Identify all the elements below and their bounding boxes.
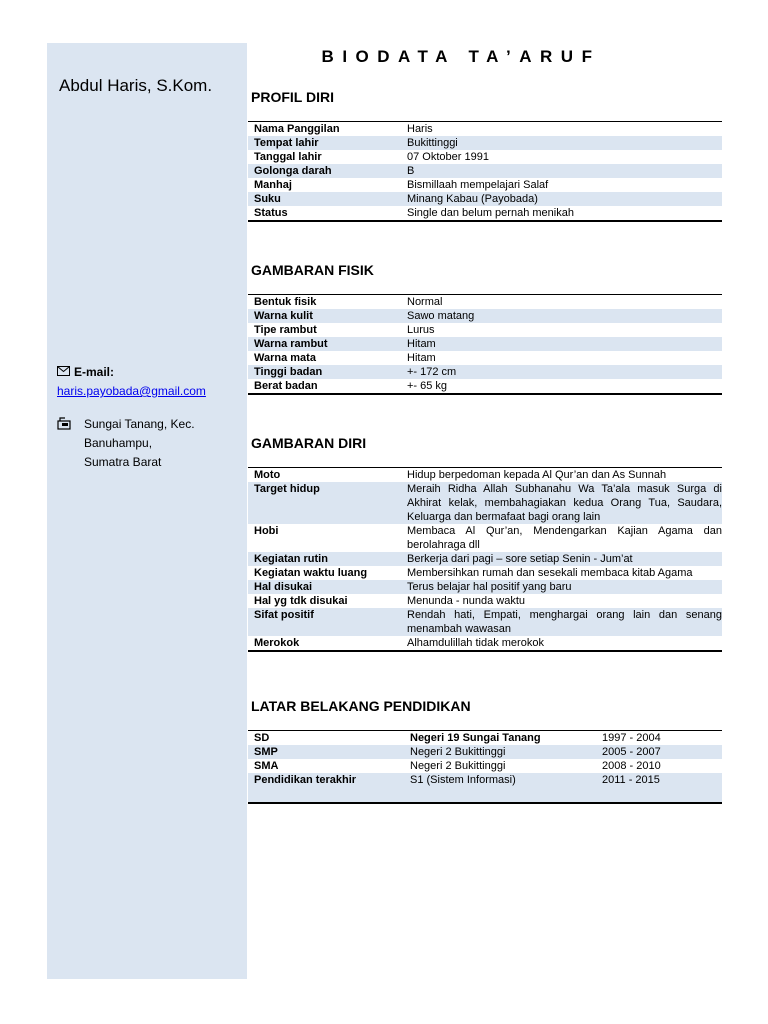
table-row: Tinggi badan +- 172 cm <box>248 365 722 379</box>
table-row: Merokok Alhamdulillah tidak merokok <box>254 637 544 649</box>
address-line: Sumatra Barat <box>84 455 162 469</box>
person-name: Abdul Haris, S.Kom. <box>59 76 213 95</box>
address-line: Banuhampu, <box>84 436 153 450</box>
email-label: E-mail: <box>57 365 114 379</box>
table-row: SMP Negeri 2 Bukittinggi 2005 - 2007 <box>248 745 722 759</box>
table-row: Tempat lahir Bukittinggi <box>248 136 722 150</box>
section-heading-fisik: GAMBARAN FISIK <box>251 262 374 278</box>
table-row: Tanggal lahir 07 Oktober 1991 <box>254 151 489 163</box>
mailbox-icon <box>57 417 73 433</box>
table-row: Moto Hidup berpedoman kepada Al Qur’an dan As Sunnah <box>254 469 667 481</box>
table-row: SD Negeri 19 Sungai Tanang 1997 - 2004 <box>254 732 661 744</box>
email-link[interactable]: haris.payobada@gmail.com <box>57 384 206 398</box>
diri-table <box>248 467 722 652</box>
pendidikan-table <box>248 730 722 804</box>
address-line: Sungai Tanang, Kec. <box>84 417 195 431</box>
document-title: BIODATA TA’ARUF <box>321 47 601 66</box>
table-row: Suku Minang Kabau (Payobada) <box>248 192 722 206</box>
table-row: Sifat positif Rendah hati, Empati, menghargai orang lain dan senang menambah wawasan <box>248 608 722 636</box>
address <box>84 415 195 472</box>
table-row: Tipe rambut Lurus <box>254 324 435 336</box>
table-row: Bentuk fisik Normal <box>254 296 443 308</box>
section-heading-pendidikan: LATAR BELAKANG PENDIDIKAN <box>251 698 471 714</box>
table-row: Warna mata Hitam <box>254 352 436 364</box>
table-row: Kegiatan rutin Berkerja dari pagi – sore setiap Senin - Jum’at <box>248 552 722 566</box>
table-row: Warna kulit Sawo matang <box>248 309 722 323</box>
table-row: Berat badan +- 65 kg <box>254 380 448 392</box>
section-heading-diri: GAMBARAN DIRI <box>251 435 367 451</box>
sidebar <box>47 43 247 979</box>
fisik-table <box>248 294 722 395</box>
table-row: Pendidikan terakhir S1 (Sistem Informasi) 2011 - 2015 <box>248 773 722 803</box>
table-row: Hal disukai Terus belajar hal positif yang baru <box>248 580 722 594</box>
table-row: Warna rambut Hitam <box>248 337 722 351</box>
table-row: Golonga darah B <box>248 164 722 178</box>
table-row: Hal yg tdk disukai Menunda - nunda waktu <box>254 595 526 607</box>
table-row: Nama Panggilan Haris <box>254 123 433 135</box>
envelope-icon <box>57 365 70 379</box>
table-row: Target hidup Meraih Ridha Allah Subhanahu Wa Ta’ala masuk Surga di Akhirat kelak, membahagiakan kedua Orang Tua, Saudara, Keluarga dan bermafaat bagi orang lain <box>248 482 722 524</box>
section-heading-profil: PROFIL DIRI <box>251 89 334 105</box>
table-row: Manhaj Bismillaah mempelajari Salaf <box>254 179 549 191</box>
table-row: SMA Negeri 2 Bukittinggi 2008 - 2010 <box>254 760 661 772</box>
table-row: Hobi Membaca Al Qur’an, Mendengarkan Kajian Agama dan berolahraga dll <box>254 525 722 551</box>
table-row: Status Single dan belum pernah menikah <box>254 207 574 219</box>
profil-table <box>248 121 722 222</box>
table-row: Kegiatan waktu luang Membersihkan rumah dan sesekali membaca kitab Agama <box>254 567 693 579</box>
